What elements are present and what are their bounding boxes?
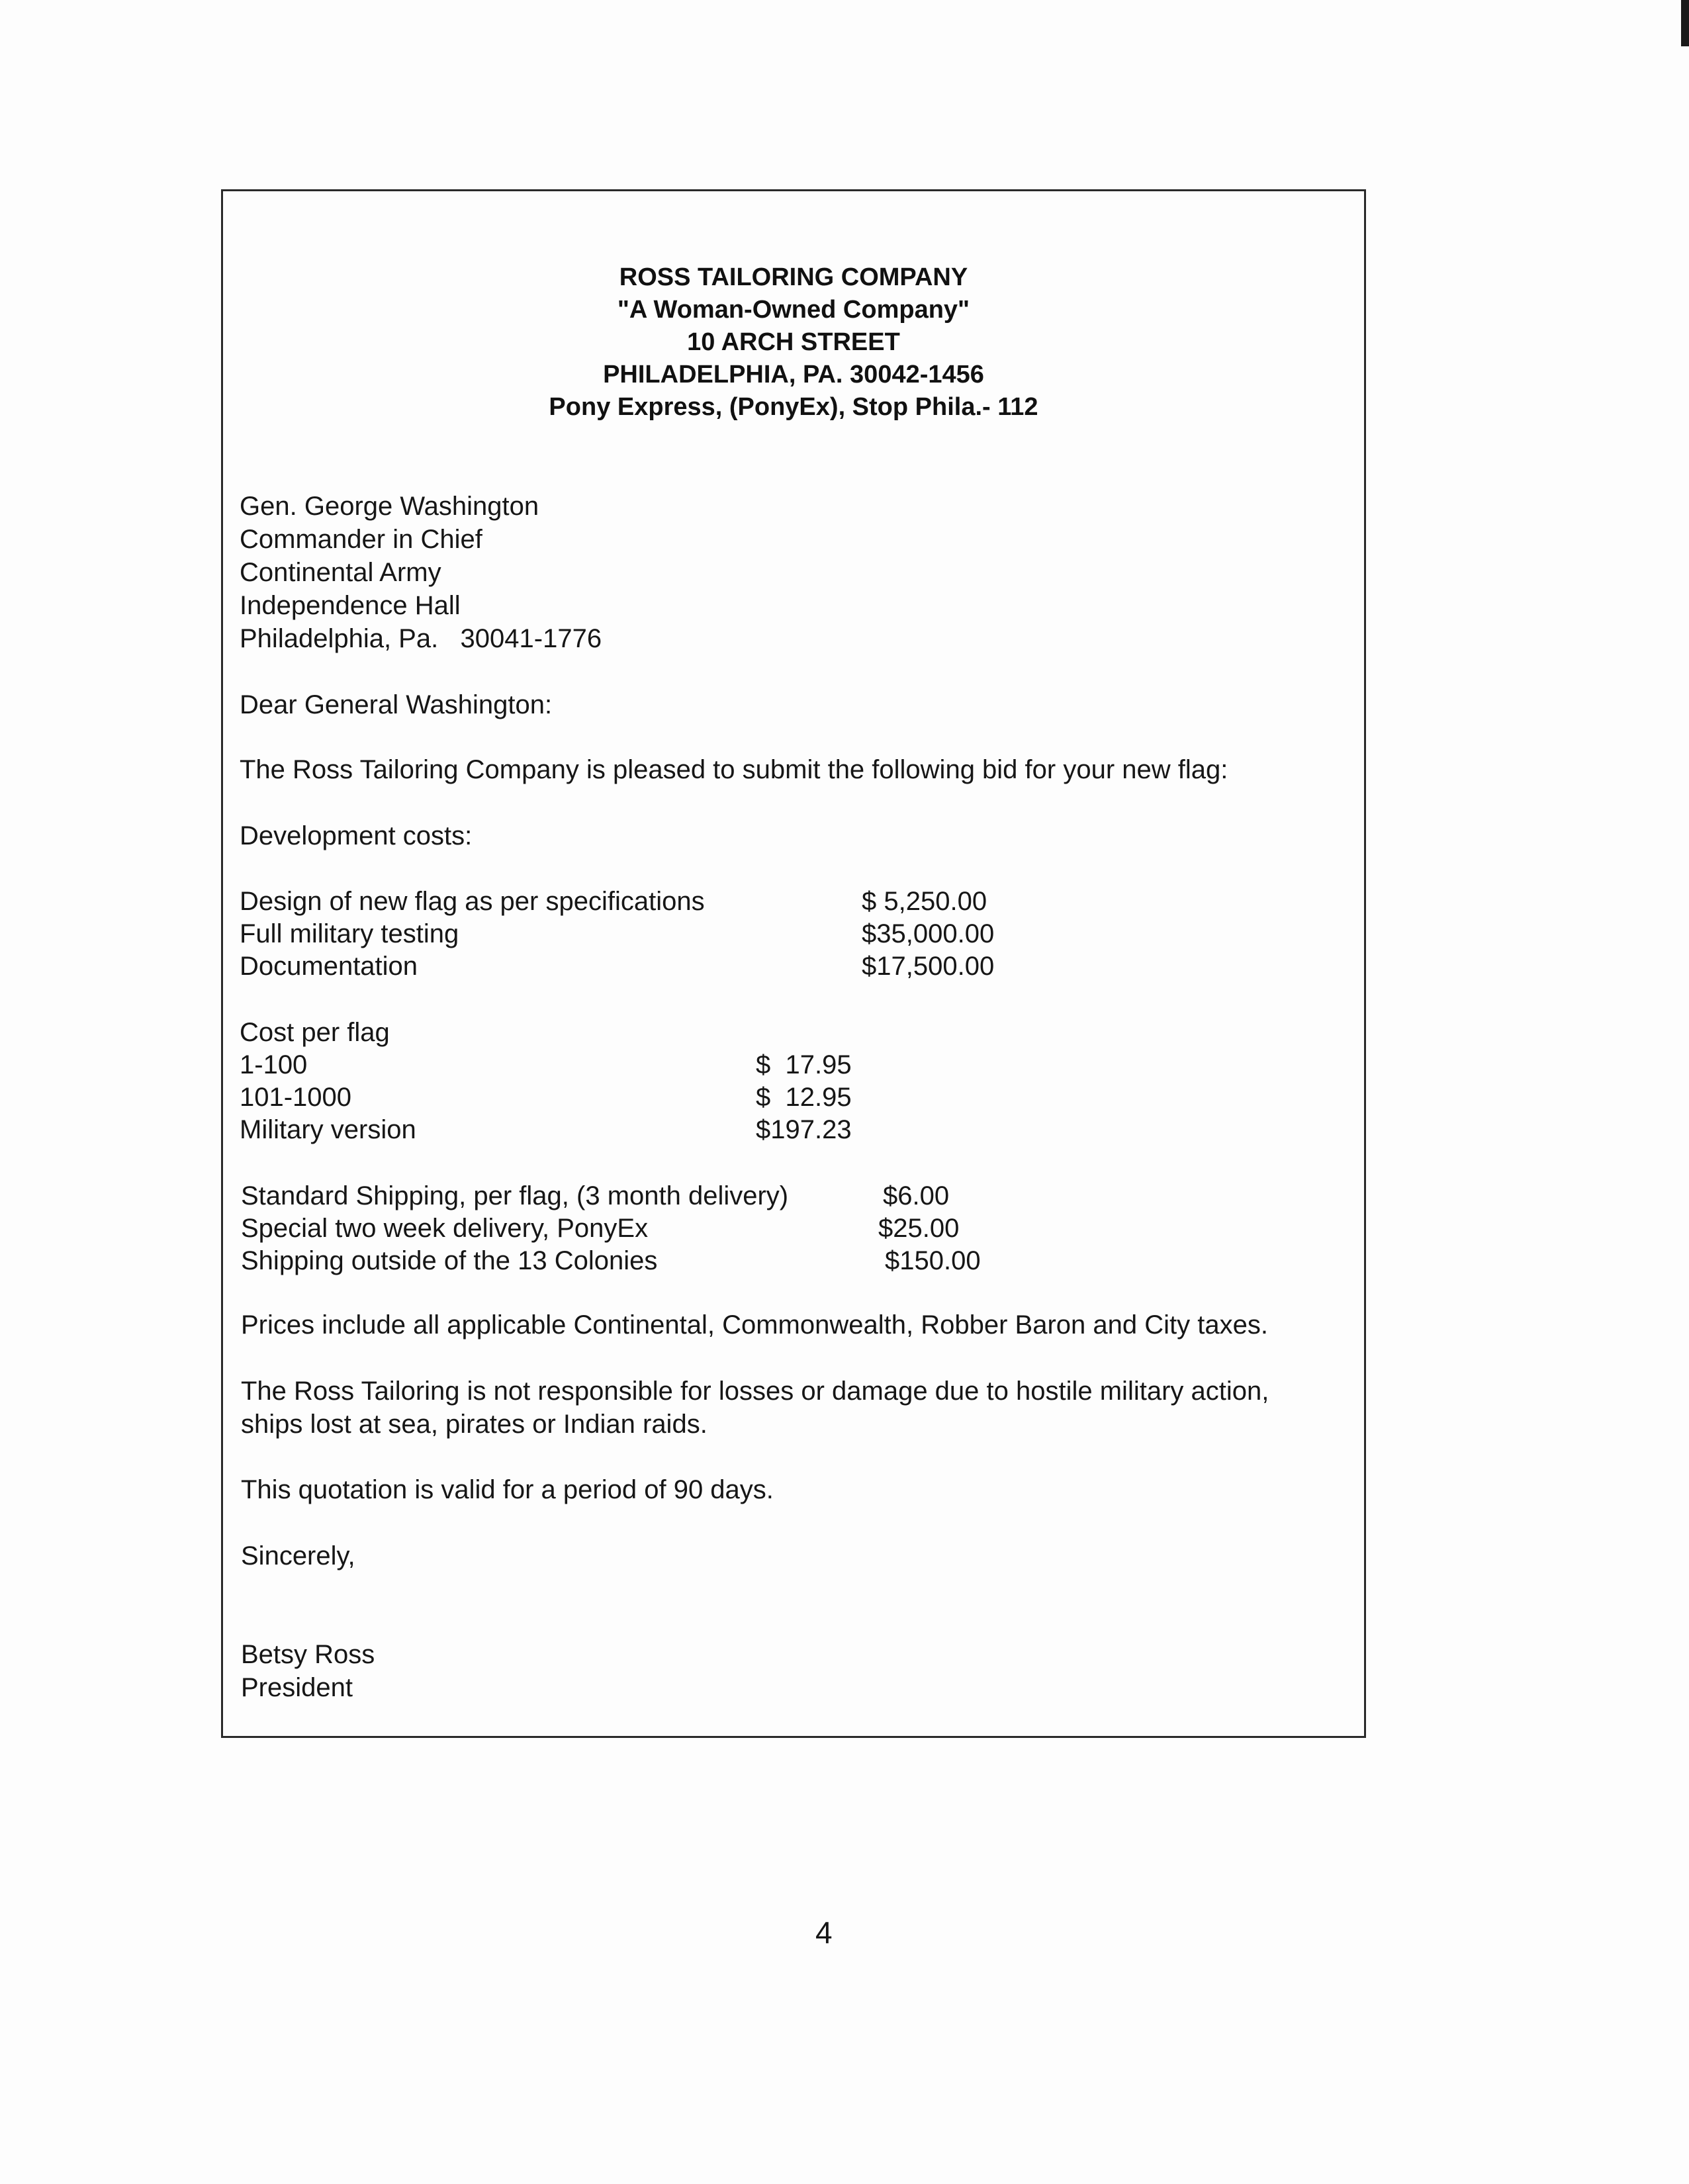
development-heading: Development costs: (240, 821, 473, 850)
intro-paragraph: The Ross Tailoring Company is pleased to submit the following bid for your new flag: (240, 755, 1228, 784)
letterhead (221, 261, 1366, 424)
shipping-item-price: $6.00 (883, 1181, 950, 1210)
signer-name: Betsy Ross (241, 1640, 375, 1669)
dev-item-price: $17,500.00 (862, 952, 995, 981)
per-flag-item-label: Military version (240, 1115, 416, 1144)
liability-paragraph (241, 1375, 1353, 1441)
recipient-org: Continental Army (240, 558, 441, 587)
recipient-title: Commander in Chief (240, 525, 482, 554)
dev-item-label: Design of new flag as per specifications (240, 887, 705, 916)
recipient-building: Independence Hall (240, 591, 461, 620)
shipping-item-label: Standard Shipping, per flag, (3 month delivery) (241, 1181, 789, 1210)
dev-item-price: $35,000.00 (862, 919, 995, 948)
closing: Sincerely, (241, 1541, 355, 1570)
validity-note: This quotation is valid for a period of 90 days. (241, 1475, 774, 1504)
recipient-city: Philadelphia, Pa. 30041-1776 (240, 624, 602, 653)
company-tagline: "A Woman-Owned Company" (617, 296, 970, 324)
liability-line: The Ross Tailoring is not responsible for losses or damage due to hostile military action, (241, 1377, 1269, 1406)
company-street: 10 ARCH STREET (687, 328, 900, 356)
shipping-item-price: $25.00 (878, 1214, 960, 1243)
per-flag-item-price: $ 17.95 (756, 1050, 852, 1079)
page-number: 4 (815, 1915, 833, 1950)
per-flag-heading: Cost per flag (240, 1018, 390, 1047)
shipping-item-label: Shipping outside of the 13 Colonies (241, 1246, 658, 1275)
company-name: ROSS TAILORING COMPANY (619, 263, 968, 291)
taxes-note: Prices include all applicable Continental, Commonwealth, Robber Baron and City taxes. (241, 1310, 1268, 1340)
recipient-name: Gen. George Washington (240, 492, 539, 521)
shipping-item-price: $150.00 (885, 1246, 981, 1275)
dev-item-label: Documentation (240, 952, 418, 981)
dev-item-label: Full military testing (240, 919, 459, 948)
liability-line: ships lost at sea, pirates or Indian raids. (241, 1410, 708, 1439)
shipping-item-label: Special two week delivery, PonyEx (241, 1214, 649, 1243)
recipient-address (240, 490, 602, 655)
salutation: Dear General Washington: (240, 690, 553, 719)
signature-block (241, 1638, 375, 1704)
signer-title: President (241, 1673, 353, 1702)
scan-edge-mark (1681, 0, 1689, 46)
per-flag-item-price: $ 12.95 (756, 1083, 852, 1112)
per-flag-item-label: 101-1000 (240, 1083, 352, 1112)
dev-item-price: $ 5,250.00 (862, 887, 987, 916)
company-city: PHILADELPHIA, PA. 30042-1456 (603, 361, 984, 388)
company-pony-express: Pony Express, (PonyEx), Stop Phila.- 112 (549, 393, 1038, 421)
per-flag-item-label: 1-100 (240, 1050, 308, 1079)
per-flag-item-price: $197.23 (756, 1115, 852, 1144)
